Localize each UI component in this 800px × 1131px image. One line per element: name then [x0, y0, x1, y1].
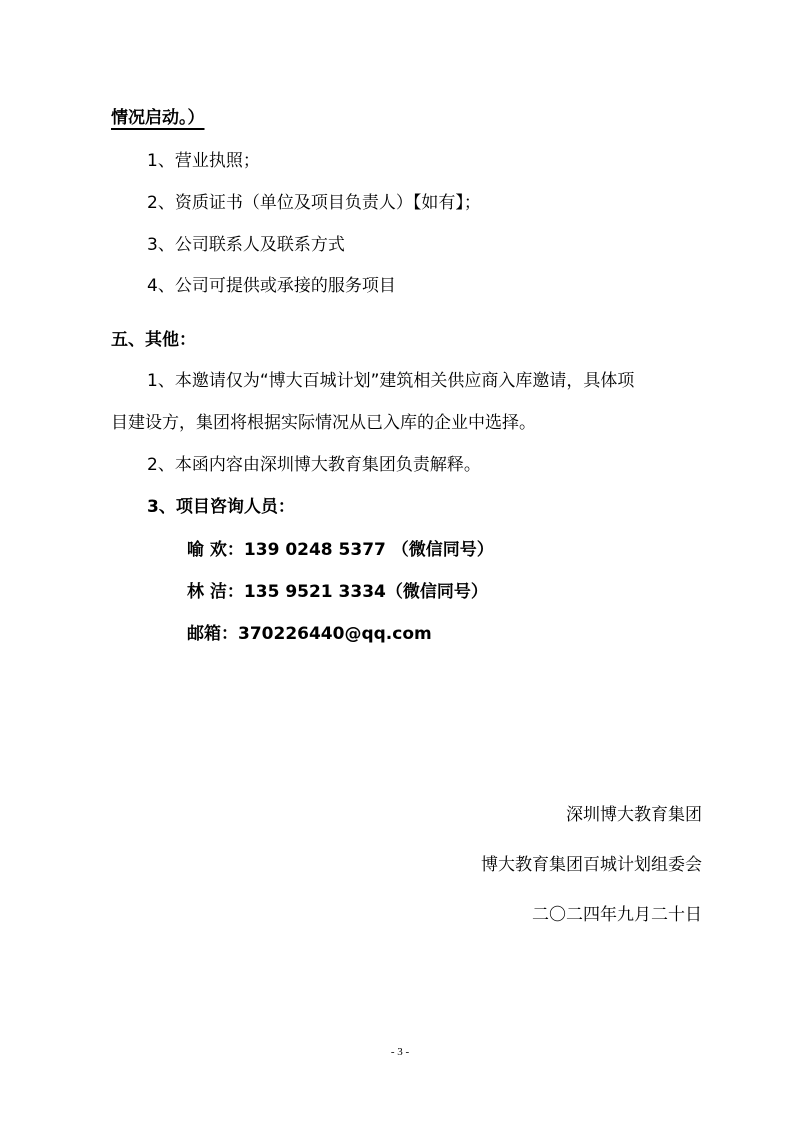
contact-label: 喻 欢： [187, 540, 244, 560]
signature-date: 二〇二四年九月二十日 [532, 905, 702, 925]
section-five-item-2: 2、本函内容由深圳博大教育集团负责解释。 [147, 455, 481, 475]
contact-yu-huan [187, 538, 494, 562]
section-five-title: 五、其他： [111, 330, 196, 350]
material-item-1: 1、营业执照； [147, 151, 260, 171]
contact-value: 139 0248 5377 （微信同号） [243, 540, 494, 560]
contact-lin-jie [187, 580, 488, 604]
section-five-item-3: 3、项目咨询人员： [147, 497, 295, 517]
material-item-4: 4、公司可提供或承接的服务项目 [147, 276, 396, 296]
section-five-item-1-line-2: 目建设方，集团将根据实际情况从已入库的企业中选择。 [111, 413, 536, 433]
material-item-2: 2、资质证书（单位及项目负责人）【如有】； [147, 193, 481, 213]
material-item-3: 3、公司联系人及联系方式 [147, 235, 345, 255]
section-five-item-1-line-1: 1、本邀请仅为“博大百城计划”建筑相关供应商入库邀请，具体项 [147, 371, 635, 391]
heading-tail: 情况启动。） [111, 108, 205, 128]
signature-committee: 博大教育集团百城计划组委会 [481, 855, 702, 875]
email-address[interactable]: 370226440@qq.com [238, 624, 432, 644]
contact-value: 135 9521 3334（微信同号） [243, 582, 488, 602]
contact-label: 邮箱： [187, 624, 238, 644]
signature-org: 深圳博大教育集团 [566, 805, 702, 825]
page-number: - 3 - [390, 1046, 410, 1058]
contact-email [187, 622, 432, 646]
contact-label: 林 洁： [187, 582, 244, 602]
